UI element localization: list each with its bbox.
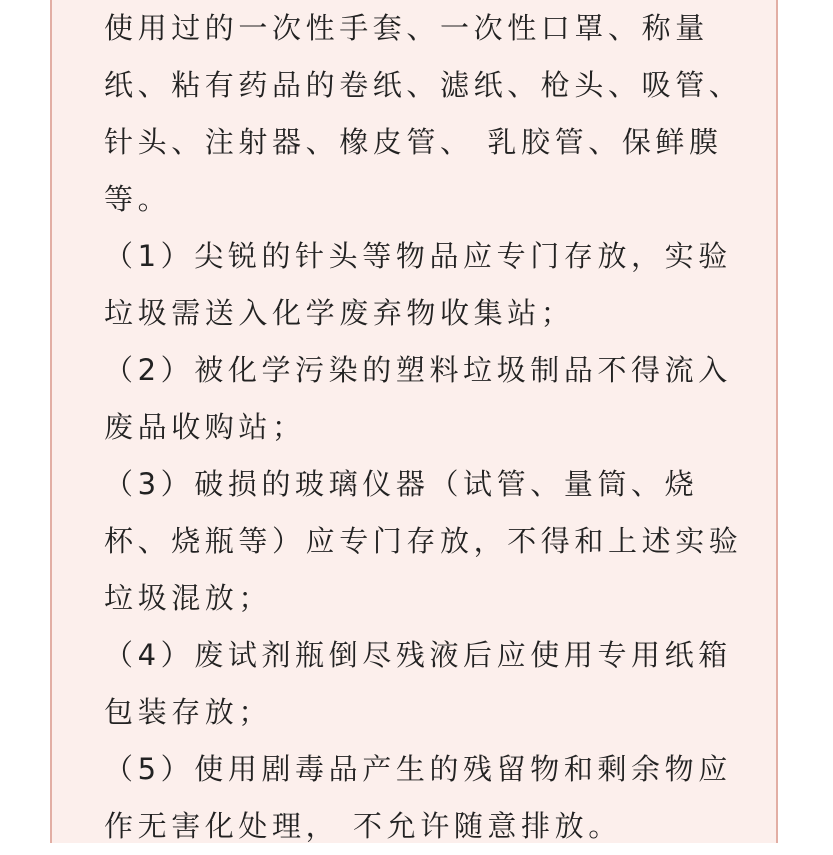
- text-line: 纸、粘有药品的卷纸、滤纸、枪头、吸管、: [104, 68, 743, 102]
- document-text: [104, 0, 743, 855]
- list-item-4-line: （4）废试剂瓶倒尽残液后应使用专用纸箱: [104, 638, 732, 672]
- list-item-3-line: 杯、烧瓶等）应专门存放，不得和上述实验: [104, 524, 743, 558]
- text-line: 针头、注射器、橡皮管、 乳胶管、保鲜膜: [104, 125, 723, 159]
- list-item-2-line: （2）被化学污染的塑料垃圾制品不得流入: [104, 353, 732, 387]
- text-line: 使用过的一次性手套、一次性口罩、称量: [104, 11, 709, 45]
- list-item-1-line: 垃圾需送入化学废弃物收集站；: [104, 296, 575, 330]
- list-item-4-line: 包装存放；: [104, 695, 273, 729]
- list-item-2-line: 废品收购站；: [104, 410, 306, 444]
- list-item-5-line: （5）使用剧毒品产生的残留物和剩余物应: [104, 752, 732, 786]
- text-line: 等。: [104, 182, 172, 216]
- list-item-3-line: （3）破损的玻璃仪器（试管、量筒、烧: [104, 467, 699, 501]
- list-item-1-line: （1）尖锐的针头等物品应专门存放，实验: [104, 239, 732, 273]
- list-item-5-line: 作无害化处理， 不允许随意排放。: [104, 809, 622, 843]
- list-item-3-line: 垃圾混放；: [104, 581, 273, 615]
